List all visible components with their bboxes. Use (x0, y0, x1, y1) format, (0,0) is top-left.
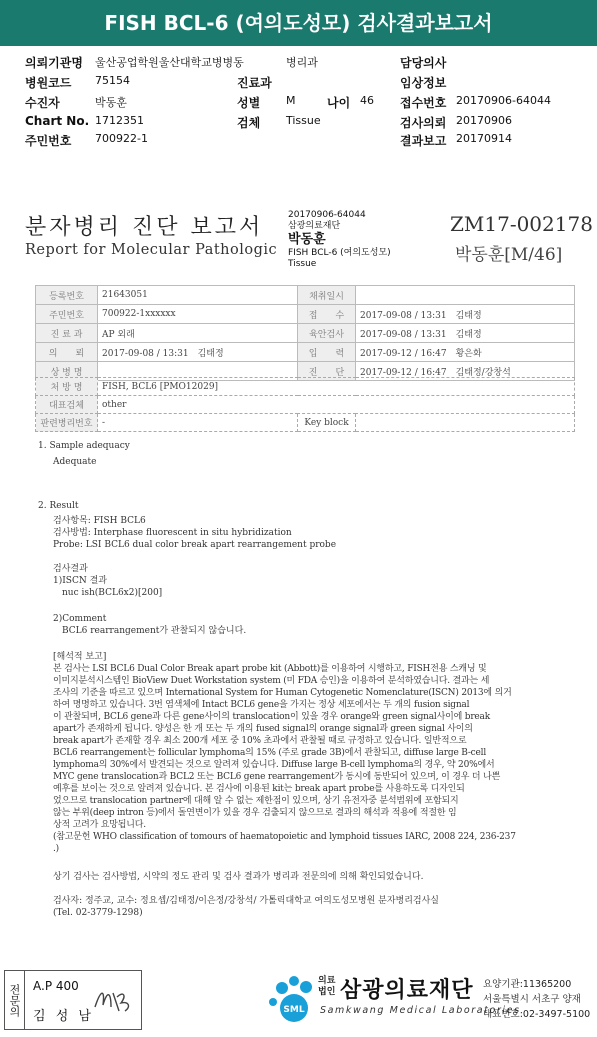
table-cell: 판련병리번호 (36, 414, 98, 432)
table-cell: FISH, BCL6 [PMO12029] (98, 378, 575, 396)
contact-code: 요양기관:11365200 (483, 979, 572, 990)
comment-header: 2)Comment (53, 614, 107, 624)
chart-value: 1712351 (95, 114, 144, 127)
interp-line: 었으므로 translocation partner에 대해 알 수 없는 제한점이 있으며, 상기 유전자중 분석범위에 포함되지 (53, 796, 459, 806)
test-method: 검사방법: Interphase fluorescent in situ hybridization (53, 528, 292, 538)
table-cell: 2017-09-08 / 13:31 김태정 (356, 324, 575, 343)
table-cell: 주민번호 (36, 305, 98, 324)
org-name: 삼광의료재단 (340, 978, 474, 1003)
table-cell: 상 병 명 (36, 362, 98, 381)
interp-line: (참고문헌 WHO classification of tomours of haematopoietic and lymphoid tissues IARC, 2008 224, 236-237 (53, 832, 516, 842)
institution-label: 의뢰기관명 (25, 56, 83, 70)
interp-line: lymphoma의 30%에서 발견되는 것으로 알려져 있습니다. Diffuse large B-cell lymphoma의 경우, 약 20%에서 (53, 760, 495, 770)
tel-text: (Tel. 02-3779-1298) (53, 908, 143, 918)
org-type-line2: 법인 (318, 987, 336, 997)
result-value: 20170914 (456, 132, 512, 145)
interp-line: .) (53, 844, 59, 854)
table-cell: 진 단 (298, 362, 356, 381)
org-contact (483, 977, 590, 1022)
mid-test: FISH BCL-6 (여의도성모) (288, 248, 391, 258)
table-cell: 처 방 명 (36, 378, 98, 396)
interp-line: 예후를 보이는 것으로 알려져 있습니다. 본 검사에 이용된 kit는 break apart probe를 사용하도록 디자인되 (53, 784, 465, 794)
org-name-en: Samkwang Medical Laboratories (320, 1005, 521, 1016)
interpretation-header: [해석적 보고] (53, 652, 107, 662)
registration-table (35, 285, 575, 381)
contact-phone: 대표번호:02-3497-5100 (483, 1009, 591, 1020)
id-label: 주민번호 (25, 134, 72, 148)
order-table (35, 377, 575, 432)
table-cell: AP 외래 (98, 324, 298, 343)
sex-label: 성별 (237, 96, 261, 110)
patient-label: 수진자 (25, 96, 60, 110)
stamp-name: 김 성 남 (33, 1009, 94, 1024)
interp-line: 이 관찰되며, BCL6 gene과 다른 gene사이의 translocation이 있을 경우 orange와 green signal사이에 break (53, 712, 490, 722)
interp-line: apart가 존재하게 됩니다. 양성은 한 개 또는 두 개의 fused signal의 orange signal과 green signal 사이의 (53, 724, 473, 734)
table-row (36, 324, 575, 343)
scanned-report (0, 160, 597, 960)
hospital-code-value: 75154 (95, 74, 130, 87)
table-cell: other (98, 396, 575, 414)
interp-line: 조사의 기준을 따르고 있으며 International System for Human Cytogenetic Nomenclature(ISCN) 2013에 의거 (53, 688, 512, 698)
table-cell: 700922-1xxxxxx (98, 305, 298, 324)
section-sample-title: 1. Sample adequacy (38, 441, 130, 451)
table-row (36, 414, 575, 432)
age-label: 나이 (327, 96, 351, 110)
table-cell (356, 414, 575, 432)
interp-line: MYC gene translocation과 BCL2 또는 BCL6 gene rearrangement가 동시에 동반되어 있으며, 이 경우 더 나쁜 (53, 772, 501, 782)
patient-header (0, 52, 597, 150)
specimen-value: Tissue (286, 114, 321, 127)
table-row (36, 305, 575, 324)
sex-value: M (286, 94, 296, 107)
id-value: 700922-1 (95, 132, 148, 145)
logo-text: SML (283, 1005, 305, 1015)
table-cell: 2017-09-08 / 13:31 김태정 (98, 343, 298, 362)
org-type-line1: 의료 (318, 976, 336, 986)
confirm-text: 상기 검사는 검사방법, 시약의 정도 관리 및 검사 결과가 병리과 전문의에 의해 확인되었습니다. (53, 872, 424, 882)
comment-value: BCL6 rearrangement가 관찰되지 않습니다. (62, 626, 247, 636)
test-probe: Probe: LSI BCL6 dual color break apart rearrangement probe (53, 540, 337, 550)
report-code: ZM17-002178 (450, 212, 593, 236)
result-header: 검사결과 (53, 564, 88, 574)
hospital-code-label: 병원코드 (25, 76, 72, 90)
table-cell (356, 286, 575, 305)
table-row (36, 343, 575, 362)
interp-line: break apart가 존재할 경우 최소 200개 세포 중 10% 초과에서 관찰될 때로 규정하고 있습니다. 일반적으로 (53, 736, 467, 746)
mid-receipt: 20170906-64044 (288, 210, 366, 220)
mid-specimen: Tissue (288, 259, 317, 269)
dept-value: 병리과 (286, 56, 318, 69)
interp-line: 상적 고려가 요망됩니다. (53, 820, 146, 830)
institution-value: 울산공업학원울산대학교병병동 (95, 56, 244, 69)
footer (0, 967, 597, 1037)
table-cell: 육안검사 (298, 324, 356, 343)
staff-text: 검사자: 정주교, 교수: 정요셉/김태정/이은정/강창석/ 가톨릭대학교 여의도성모병원 분자병리검사실 (53, 896, 439, 906)
table-row (36, 396, 575, 414)
section-result-title: 2. Result (38, 501, 79, 511)
report-title-ko: 분자병리 진단 보고서 (25, 215, 264, 240)
interpretation-text (53, 663, 578, 855)
table-cell: 접 수 (298, 305, 356, 324)
patient-value: 박동훈 (95, 96, 127, 109)
result-label: 결과보고 (400, 134, 447, 148)
table-cell: Key block (298, 414, 356, 432)
contact-address: 서울특별시 서초구 양재 (483, 994, 581, 1005)
mid-org: 삼광의료재단 (288, 221, 341, 231)
chart-label: Chart No. (25, 114, 90, 128)
stamp-side-label: 전문의 (5, 971, 25, 1029)
doctor-label: 담당의사 (400, 56, 447, 70)
clinic-info-label: 임상정보 (400, 76, 447, 90)
table-cell: 2017-09-08 / 13:31 김태정 (356, 305, 575, 324)
table-cell: 등록번호 (36, 286, 98, 305)
request-value: 20170906 (456, 114, 512, 127)
table-cell: 2017-09-12 / 16:47 황은화 (356, 343, 575, 362)
table-cell: 대표검체 (36, 396, 98, 414)
table-cell: 입 력 (298, 343, 356, 362)
table-row (36, 286, 575, 305)
table-cell: 의 뢰 (36, 343, 98, 362)
section-sample-value: Adequate (53, 457, 97, 467)
report-body (38, 440, 578, 919)
report-title-en: Report for Molecular Pathologic (25, 242, 278, 258)
table-cell: - (98, 414, 298, 432)
report-banner: FISH BCL-6 (여의도성모) 검사결과보고서 (0, 0, 597, 46)
table-cell: 2017-09-12 / 16:47 김태정/강창석 (356, 362, 575, 381)
table-cell: 진 료 과 (36, 324, 98, 343)
sml-logo-icon (268, 972, 320, 1026)
test-item: 검사항목: FISH BCL6 (53, 516, 146, 526)
report-code-name: 박동훈[M/46] (455, 245, 563, 265)
interp-line: 이미지분석시스템인 BioView Duet Workstation system (미 FDA 승인)을 이용하여 분석하였습니다. 결과는 세 (53, 676, 490, 686)
receipt-label: 접수번호 (400, 96, 447, 110)
iscn-value: nuc ish(BCL6x2)[200] (62, 588, 163, 598)
signature-icon (93, 985, 133, 1020)
report-label-block (288, 210, 391, 270)
mid-name: 박동훈 (288, 232, 326, 247)
clinic-label: 진료과 (237, 76, 272, 90)
interp-line: 않는 부위(deep intron 등)에서 돌연변이가 있을 경우 검출되지 않으므로 결과의 해석과 적용에 적절한 임 (53, 808, 457, 818)
iscn-header: 1)ISCN 결과 (53, 576, 107, 586)
interp-line: 본 검사는 LSI BCL6 Dual Color Break apart probe kit (Abbott)를 이용하여 시행하고, FISH전용 스캐닝 및 (53, 664, 487, 674)
request-label: 검사의뢰 (400, 116, 447, 130)
stamp-license: A.P 400 (33, 979, 79, 993)
table-cell: 채취일시 (298, 286, 356, 305)
receipt-value: 20170906-64044 (456, 94, 551, 107)
interp-line: BCL6 rearrangement는 follicular lymphoma의 15% (주로 grade 3B)에서 관찰되고, diffuse large B-cell (53, 748, 487, 758)
pathologist-stamp (4, 970, 142, 1030)
specimen-label: 검체 (237, 116, 261, 130)
age-value: 46 (360, 94, 374, 107)
interp-line: 하여 명명하고 있습니다. 3번 염색체에 Intact BCL6 gene을 가지는 정상 세포에서는 두 개의 fusion signal (53, 700, 470, 710)
org-type (318, 976, 335, 998)
table-cell: 21643051 (98, 286, 298, 305)
table-row (36, 378, 575, 396)
